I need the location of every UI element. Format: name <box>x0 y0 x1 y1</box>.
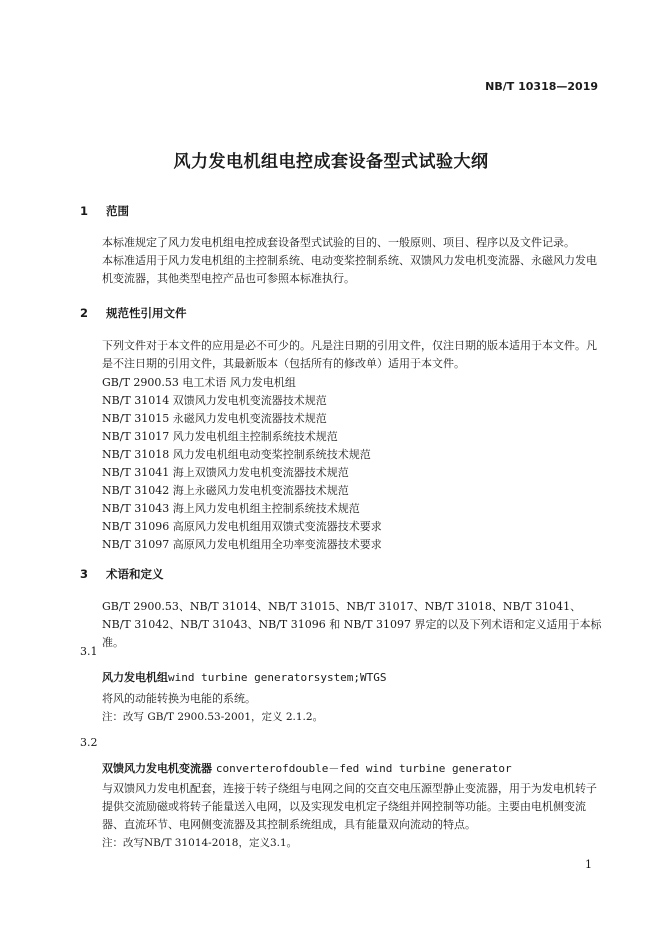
term-english: converterofdouble－fed wind turbine generator <box>215 762 512 775</box>
term-note: 注：改写NB/T 31014-2018，定义3.1。 <box>102 837 298 849</box>
reference-item: NB/T 31097 高原风力发电机组用全功率变流器技术要求 <box>102 538 382 551</box>
paragraph <box>80 234 602 288</box>
reference-item: NB/T 31014 双馈风力发电机变流器技术规范 <box>102 394 327 407</box>
document-title: 风力发电机组电控成套设备型式试验大纲 <box>173 152 489 172</box>
paragraph-text: 下列文件对于本文件的应用是必不可少的。凡是注日期的引用文件，仅注日期的版本适用于本文件。凡是不注日期的引用文件，其最新版本（包括所有的修改单）适用于本文件。 <box>102 339 597 370</box>
section-1-heading <box>80 203 129 219</box>
reference-item: NB/T 31043 海上风力发电机组主控制系统技术规范 <box>102 502 360 515</box>
section-number: 3 <box>80 567 89 581</box>
term-number: 3.2 <box>80 736 98 749</box>
terms-intro <box>80 598 602 652</box>
reference-item: GB/T 2900.53 电工术语 风力发电机组 <box>102 376 296 389</box>
term-title <box>102 669 387 685</box>
section-number: 1 <box>80 204 89 218</box>
term-chinese: 双馈风力发电机变流器 <box>102 762 212 775</box>
reference-item: NB/T 31018 风力发电机组电动变桨控制系统技术规范 <box>102 448 371 461</box>
reference-item: NB/T 31041 海上双馈风力发电机变流器技术规范 <box>102 466 349 479</box>
term-note: 注：改写 GB/T 2900.53-2001，定义 2.1.2。 <box>102 711 324 723</box>
normative-references-intro <box>80 337 602 373</box>
section-2-heading <box>80 305 187 321</box>
term-definition: 与双馈风力发电机配套，连接于转子绕组与电网之间的交直交电压源型静止变流器，用于为发电机转子提供交流励磁或将转子能量送入电网，以及实现发电机定子绕组并网控制等功能。主要由电机侧变流器、直流环节、电网侧变流器及其控制系统组成，具有能量双向流动的特点。 <box>102 782 597 831</box>
section-title: 范围 <box>106 204 130 218</box>
term-title <box>102 760 512 776</box>
section-number: 2 <box>80 306 89 320</box>
term-definition: 将风的动能转换为电能的系统。 <box>102 692 256 705</box>
reference-item: NB/T 31042 海上永磁风力发电机变流器技术规范 <box>102 484 349 497</box>
page-number: 1 <box>585 858 592 871</box>
reference-item: NB/T 31017 风力发电机组主控制系统技术规范 <box>102 430 338 443</box>
term-english: wind turbine generatorsystem;WTGS <box>168 671 387 684</box>
section-title: 规范性引用文件 <box>106 306 187 320</box>
section-title: 术语和定义 <box>106 567 164 581</box>
reference-item: NB/T 31096 高原风力发电机组用双馈式变流器技术要求 <box>102 520 382 533</box>
paragraph-text: GB/T 2900.53、NB/T 31014、NB/T 31015、NB/T 31017、NB/T 31018、NB/T 31041、NB/T 31042、NB/T 31043、NB/T 31096 和 NB/T 31097 界定的以及下列术语和定义适用于本标准。 <box>102 600 602 649</box>
scope-paragraph-2: 本标准适用于风力发电机组的主控制系统、电动变桨控制系统、双馈风力发电机变流器、永磁风力发电机变流器，其他类型电控产品也可参照本标准执行。 <box>102 254 597 285</box>
section-3-heading <box>80 566 164 582</box>
term-definition-block <box>80 780 602 834</box>
term-number: 3.1 <box>80 645 98 658</box>
reference-item: NB/T 31015 永磁风力发电机变流器技术规范 <box>102 412 327 425</box>
scope-paragraph-1: 本标准规定了风力发电机组电控成套设备型式试验的目的、一般原则、项目、程序以及文件记录。 <box>102 236 575 249</box>
document-number: NB/T 10318—2019 <box>485 80 598 93</box>
term-chinese: 风力发电机组 <box>102 671 168 684</box>
